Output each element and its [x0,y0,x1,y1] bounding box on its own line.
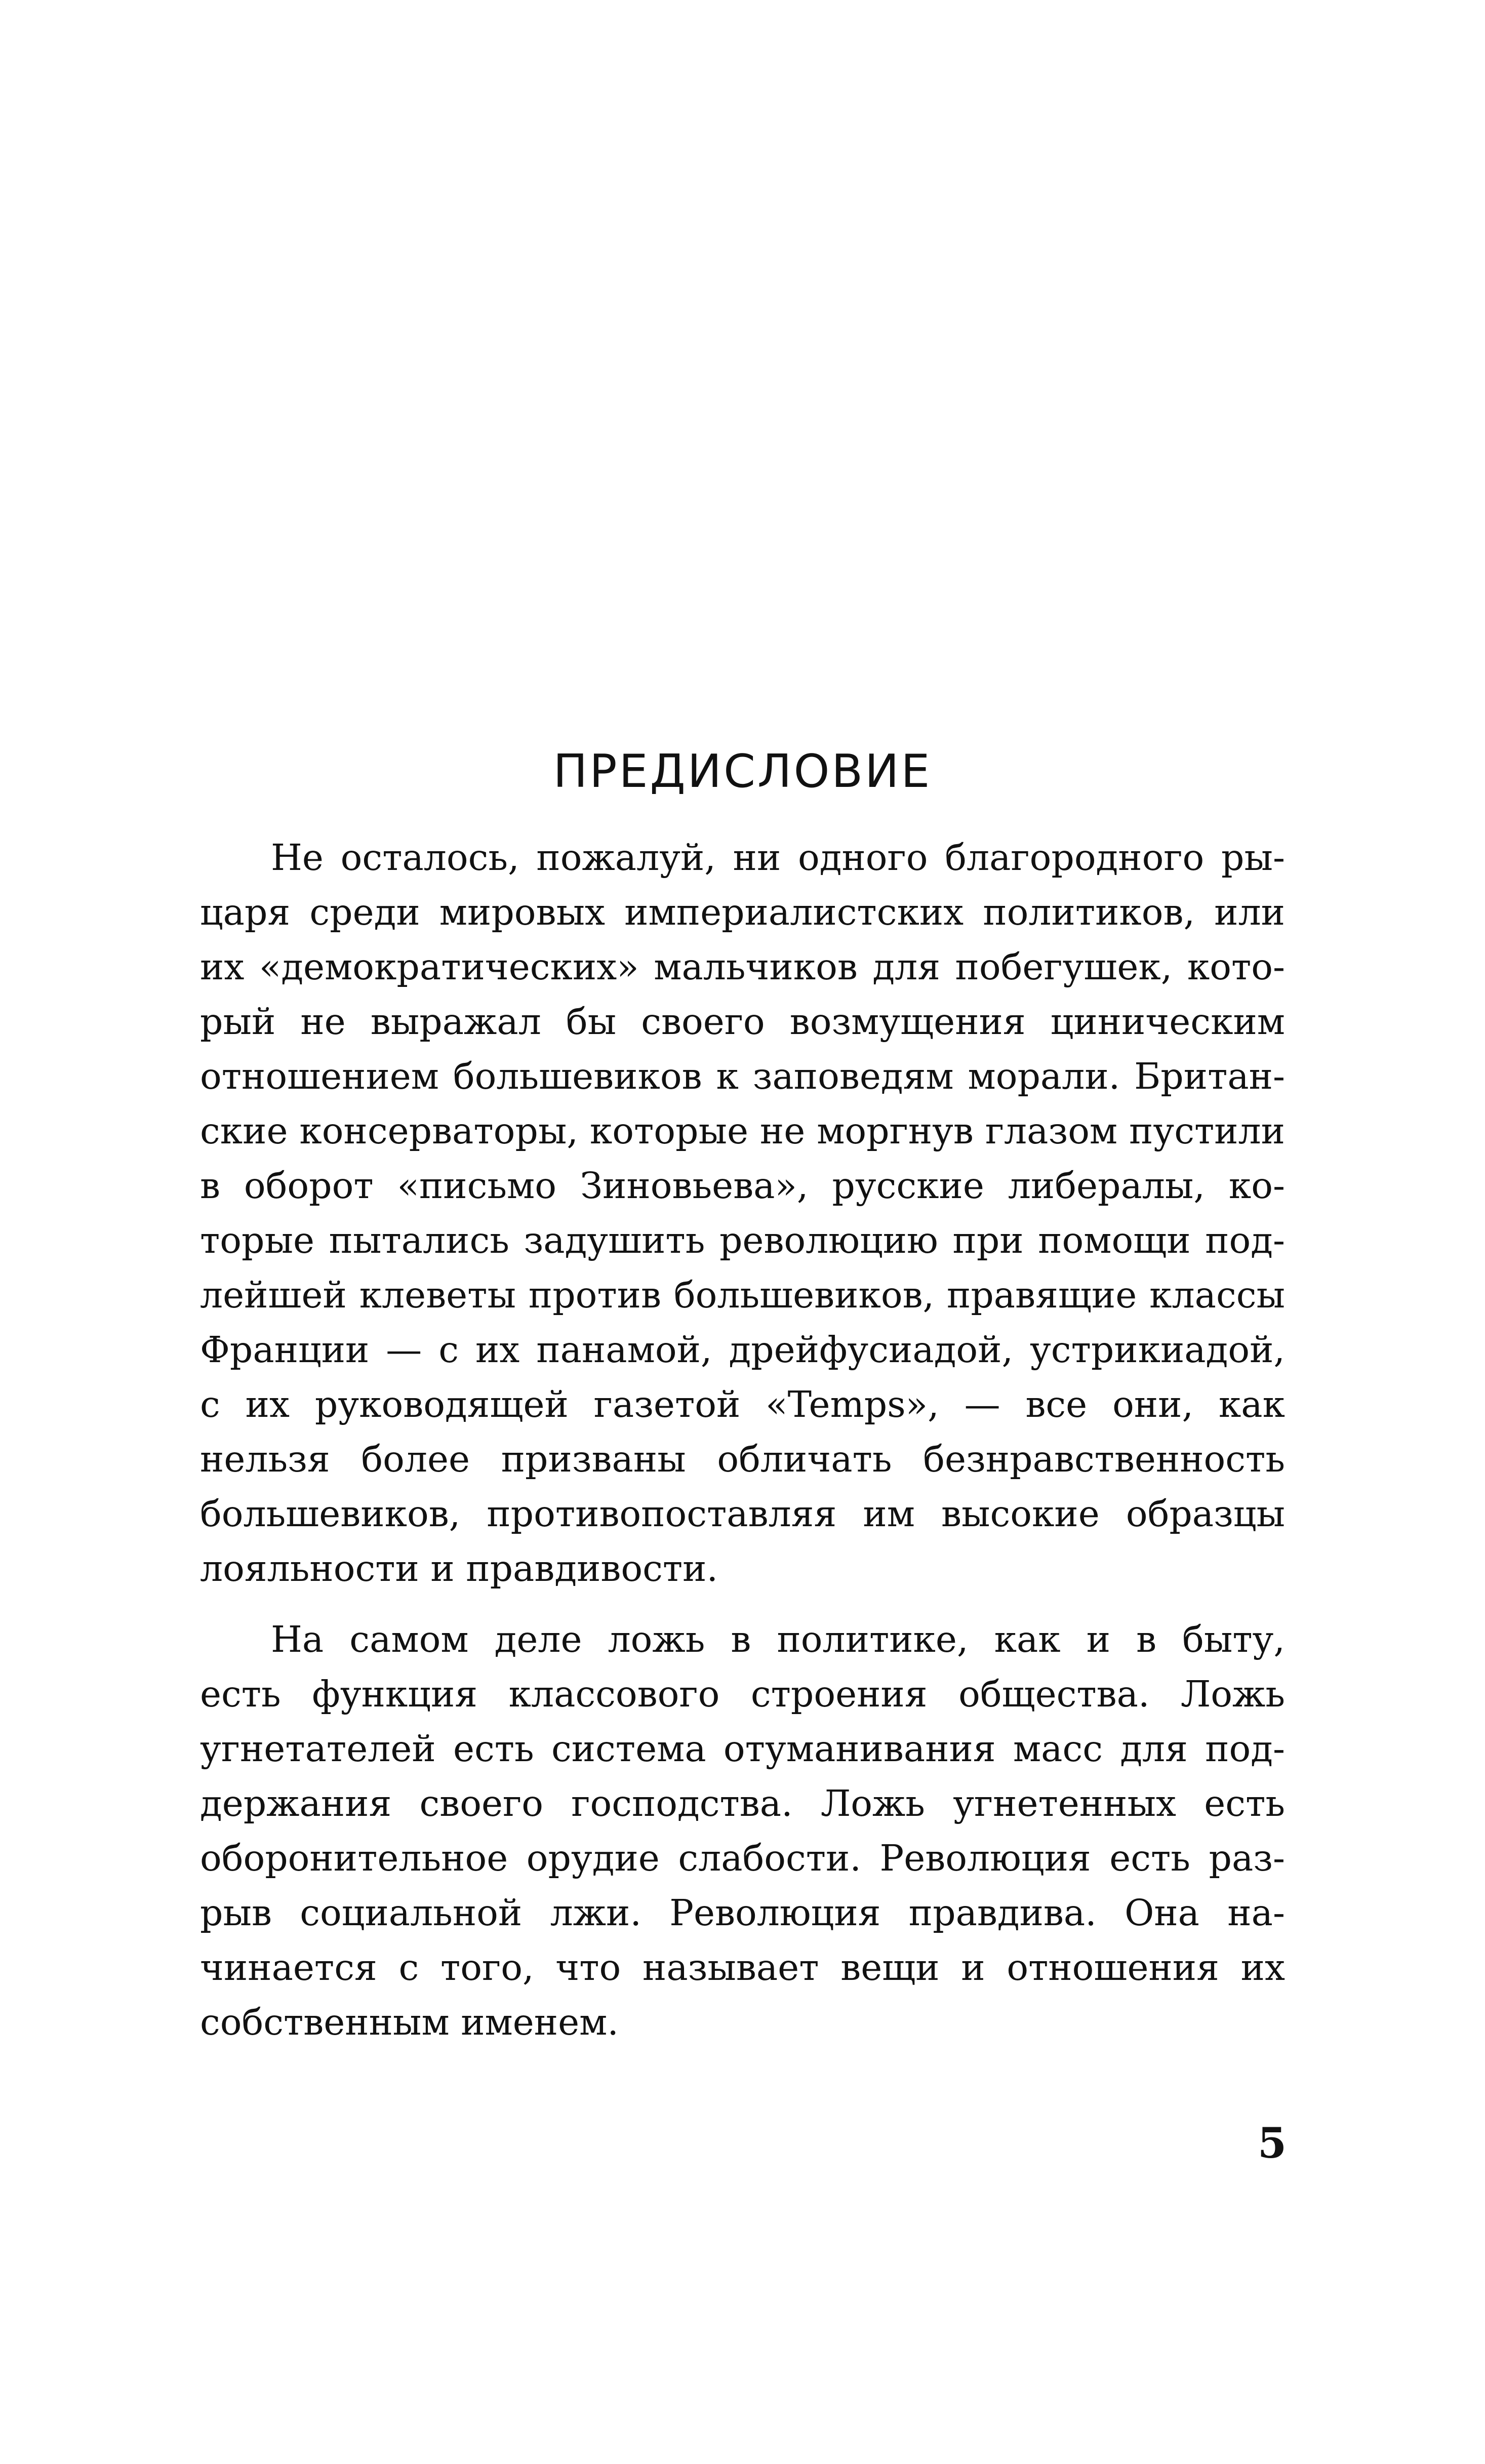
paragraph-2-line: На самом деле ложь в политике, как и в быту, [271,1618,1285,1660]
paragraph-1-line: Франции — с их панамой, дрейфусиадой, устрикиадой, [200,1329,1285,1371]
body-text [200,830,1285,2050]
paragraph-2-line: есть функция классового строения общества. Ложь [200,1673,1285,1715]
paragraph-2-line: рыв социальной лжи. Революция правдива. Она на- [200,1892,1285,1934]
paragraph-1-line: царя среди мировых империалистских политиков, или [200,891,1285,933]
paragraph-1-line: лейшей клеветы против большевиков, правящие классы [200,1274,1285,1316]
paragraph-2-line: оборонительное орудие слабости. Революция есть раз- [200,1837,1285,1879]
paragraph-1-line: нельзя более призваны обличать безнравственность [200,1438,1285,1480]
page-title: ПРЕДИСЛОВИЕ [553,745,932,798]
paragraph-2-line: чинается с того, что называет вещи и отношения их [200,1946,1285,1989]
paragraph-1-line: ские консерваторы, которые не моргнув глазом пустили [200,1110,1285,1152]
paragraph-2-line: собственным именем. [200,2001,619,2043]
paragraph-1-line: рый не выражал бы своего возмущения циническим [200,1001,1285,1043]
paragraph-1-line: их «демократических» мальчиков для побегушек, кото- [200,946,1285,988]
paragraph-1-line: с их руководящей газетой «Temps», — все они, как [200,1383,1285,1425]
paragraph-1-line: лояльности и правдивости. [200,1547,718,1589]
paragraph-1-line: в оборот «письмо Зиновьева», русские либералы, ко- [200,1165,1285,1207]
paragraph-2-line: держания своего господства. Ложь угнетенных есть [200,1782,1285,1824]
paragraph-1-line: Не осталось, пожалуй, ни одного благородного ры- [271,837,1285,879]
page-number: 5 [1257,2119,1287,2168]
paragraph-1-line: торые пытались задушить революцию при помощи под- [200,1219,1285,1261]
paragraph-1-line: отношением большевиков к заповедям морали. Британ- [200,1055,1285,1097]
paragraph-1-line: большевиков, противопоставляя им высокие образцы [200,1493,1285,1535]
paragraph-2-line: угнетателей есть система отуманивания масс для под- [200,1728,1285,1770]
paragraph-spacer [200,1596,1285,1612]
